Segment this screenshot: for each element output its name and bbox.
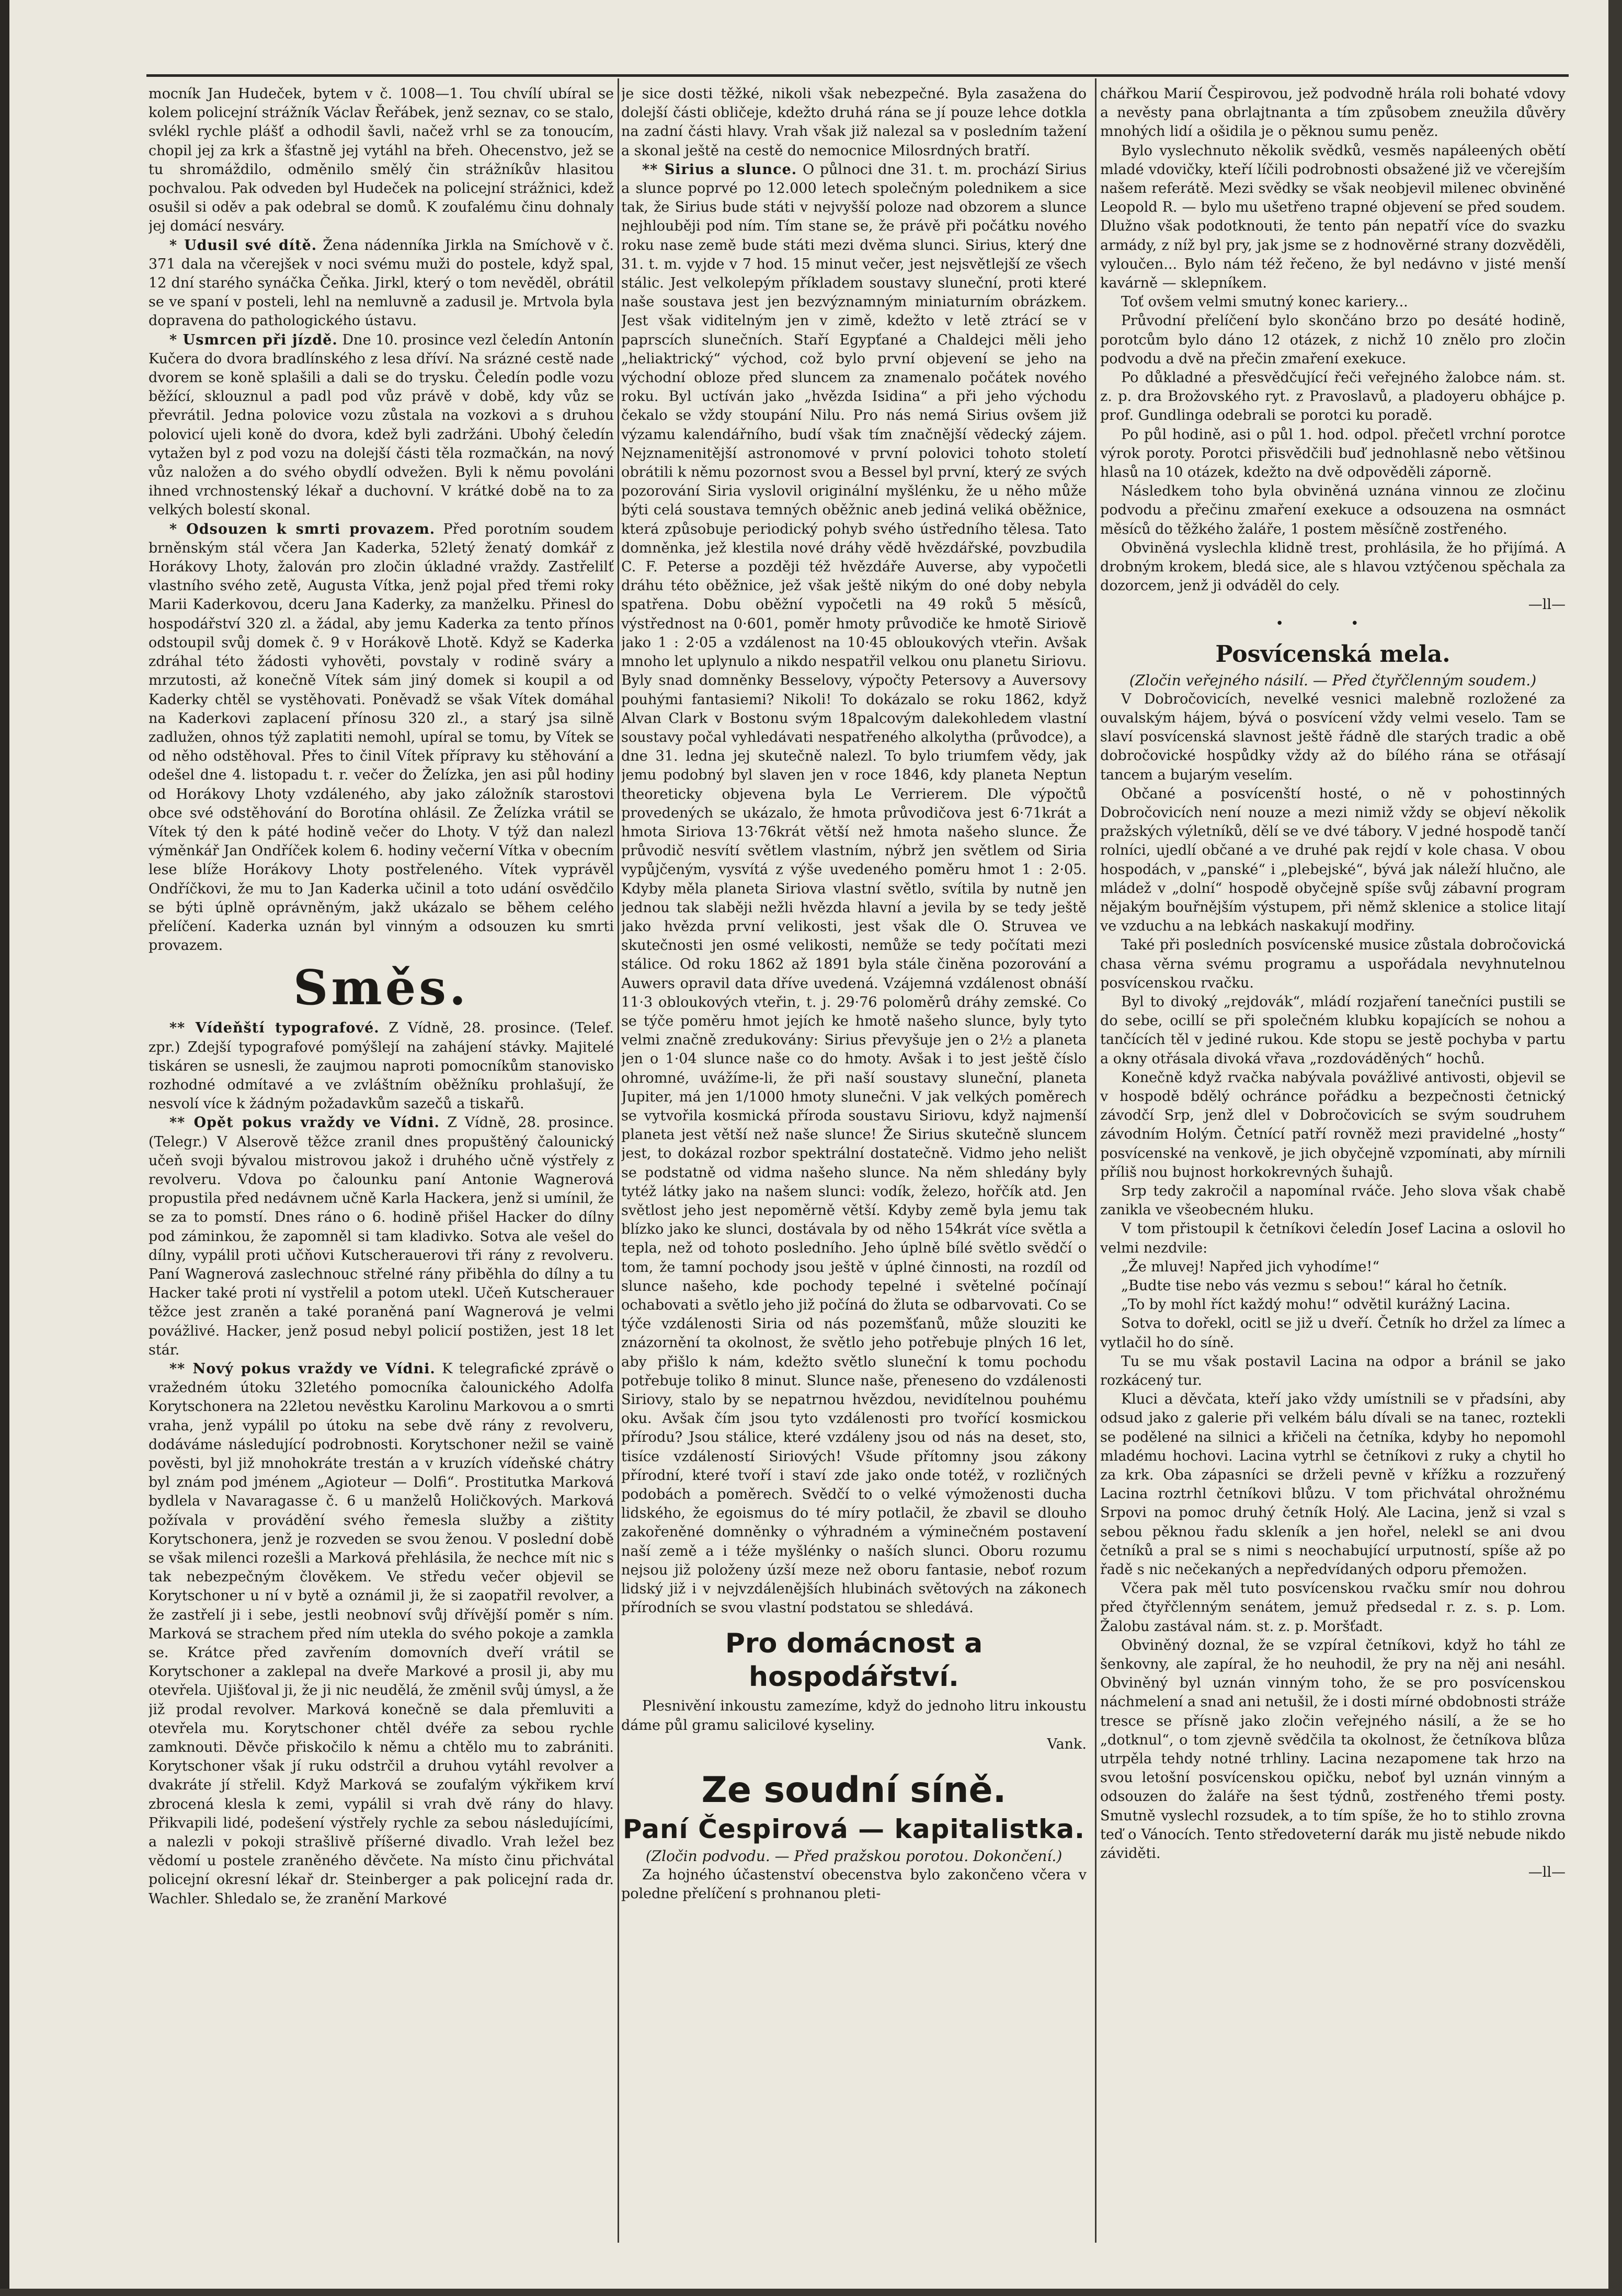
- article-sirius: [621, 160, 1087, 1618]
- mela-para-11: Sotva to dořekl, ocitl se již u dveří. Četník ho držel za límec a vytlačil ho do síně.: [1100, 1315, 1566, 1351]
- scan-border-left: [0, 0, 9, 2296]
- mela-para-3: Také při posledních posvícenské musice zůstala dobročovická chasa věrna svému programu a uspořádala nevyhnutelnou posvícenskou rvačku.: [1100, 937, 1566, 991]
- scan-border-bottom: [0, 2289, 1622, 2296]
- signature-ll-2: —ll—: [1528, 1864, 1566, 1881]
- body-pokus-vrazdy-2: K telegrafické zprávě o vražedném útoku 32letého pomocníka čalounického Adolfa Korytschonera na 22letou nevěstku Karolinu Markovou a o smrti vraha, jenž vypálil po útoku na sebe dvě rány z revolveru, dodáváme následující podrobnosti. Korytschoner nežil se vaině pověsti, byl již mnohokráte trestán a v kruzích vídeňské chátry byl znám pod jménem „Agioteur — Dolfi“. Prostitutka Marková bydlela v Navaragasse č. 6 u manželů Holičkových. Marková požívala v provádění svého řemesla služby a zištity Korytschonera, jenž je rozveden se svou ženou. V poslední době se však milenci rozešli a Marková přehlásila, že nechce mít nic s tak nebezpečným člověkem. Ve středu večer objevil se Korytschoner u ní v bytě a oznámil ji, že si zaopatřil revolver, a že zastřelí ji i sebe, jestli neobnoví svůj dřívější poměr s ním. Marková se strachem před ním utekla do svého pokoje a zamkla se. Krátce před zavřením domovních dveří vrátil se Korytschoner a zaklepal na dveře Markové a prosil ji, aby mu otevřela. Ujišťoval ji, že ji nic neudělá, že změnil svůj úmysl, a že již prodal revolver. Marková konečně se dala přemluviti a otevřela mu. Korytschoner chtěl dvéře za sebou rychle zamknouti. Děvče přiskočilo k němu a chtělo mu to zabrániti. Korytschoner však jí ruku odstrčil a druhou vytáhl revolver a dvakráte jí střelil. Když Marková se zoufalým výkřikem krví zbrocená klesla k zemi, vypálil si vrah dvě rány do hlavy. Přikvapili lidé, podešení výstřely rychle za sebou následujícími, a nalezli v pokoji strašlivě příšerné divadlo. Vrah ležel bez vědomí u postele zraněného děvčete. Na místo činu přichvátal policejní okresní lékař dr. Steinberger a pak policejní rada dr. Wachler. Shledalo se, že zranění Markové: [149, 1361, 614, 1907]
- body-pokus-vrazdy-1: Z Vídně, 28. prosince. (Telegr.) V Alserově těžce zranil dnes propuštěný čalounický učeň svoji bývalou mistrovou jakož i druhého učně výstřely z revolveru. Vdova po čalounku paní Antonie Wagnerová propustila před nedávnem učně Karla Hackera, jenž si umínil, že se za to pomstí. Dnes ráno o 6. hodině přišel Hacker do dílny pod záminkou, že zapomněl si tam kladivko. Sotva ale vešel do dílny, vypálil proti učňovi Kutscherauerovi tři rány z revolveru. Paní Wagnerová zaslechnouc střelné rány přiběhla do dílny a tu Hacker také proti ní vystřelil a potom utekl. Učeň Kutscherauer těžce jest zraněn a také poraněná paní Wagnerová je velmi povážlivé. Hacker, jenž posud nebyl policií postižen, jest 18 let stár.: [149, 1115, 614, 1358]
- body-udusil: Žena nádenníka Jirkla na Smíchově v č. 371 dala na včerejšek v noci svému muži do postele, když spal, 12 dní starého synáčka Čeňka. Jirkl, který o tom nevěděl, obrátil se ve spaní v posteli, lehl na nemluvně a zadusil je. Mrtvola byla dopravena do pathologického ústavu.: [149, 237, 614, 329]
- article-inkoust: Plesnivění inkoustu zamezíme, když do jednoho litru inkoustu dáme půl gramu salicilové kyseliny.: [621, 1698, 1087, 1734]
- section-title-soudni-sin: Ze soudní síně.: [701, 1770, 1007, 1811]
- headline-posvicenska-mela: Posvícenská mela.: [1215, 640, 1450, 668]
- headline-pokus-vrazdy-2: ** Nový pokus vraždy ve Vídni.: [169, 1361, 436, 1377]
- mela-para-13: Kluci a děvčata, kteří jako vždy umístnili se v přadsíni, aby odsud jako z galerie při velkém bálu dívali se na tanec, roztekli se podělené na silnici a křičeli na četníka, kdyby ho nepomohl mladému hochovi. Lacina vytrhl se četníkovi z ruky a chytil ho za krk. Oba zápasníci se drželi pevně v křížku a rozzuřený Lacina roztrhl četníkovi blůzu. V tom přichvátal ohrožnému Srpovi na pomoc druhý četník Holý. Ale Lacina, jenž si vzal s sebou pěknou řadu skleník a jen hořel, nelekl se ani dvou četníků a pral se s nimi s neochabující urputností, spíše až po řadě s nic nečekaných a nepředvídaných odporu přemožen.: [1100, 1391, 1566, 1578]
- mela-para-2: Občané a posvícenští hosté, o ně v pohostinných Dobročovicích není nouze a mezi nimiž vždy se objeví několik pražských výletníků, dělí se ve dvé tábory. V jedné hospodě tančí rolníci, ujedlí občané a ve druhé pak rejdí v kole chasa. V obou hospodách, v „panské“ i „plebejské“, bývá jak náleží hlučno, ale mládež v „dolní“ hospodě obyčejně spíše svůj zábavní program nějakým bouřnějším výstupem, při němž sklenice a stolice litají ve vzduchu a na lebkách naskakují modřiny.: [1100, 785, 1566, 935]
- article-pokus-vrazdy-1: [149, 1113, 614, 1360]
- mela-para-9: „Budte tise nebo vás vezmu s sebou!“ káral ho četník.: [1121, 1277, 1507, 1294]
- mela-para-10: „To by mohl říct každý mohu!“ odvětil kurážný Lacina.: [1121, 1296, 1511, 1313]
- column-3: [1100, 85, 1566, 2238]
- cespirova-para-5: Po důkladné a přesvědčující řeči veřejného žalobce nám. st. z. p. dra Brožovského ryt. z Pravoslavů, a pladoyeru obhájce p. prof. Gundlinga odebrali se porotci ku poradě.: [1100, 370, 1566, 424]
- article-odsouzen: [149, 520, 614, 956]
- headline-udusil: * Udusil své dítě.: [169, 237, 317, 254]
- headline-cespirova: Paní Čespirová — kapitalistka.: [622, 1814, 1086, 1845]
- column-1: [149, 85, 614, 2238]
- section-title-domacnost: Pro domácnost a hospodářství.: [725, 1628, 983, 1693]
- mela-para-14: Včera pak měl tuto posvícenskou rvačku smír nou dohrou před čtyřčlenným senátem, jemuž předsedal r. z. s. p. Lom. Žalobu zastával nám. st. z. p. Moršťadt.: [1100, 1580, 1566, 1635]
- body-usmrcen: Dne 10. prosince vezl čeledín Antonín Kučera do dvora bradlínského z lesa dříví. Na srázné cestě nade dvorem se koně splašili a dali se do trysku. Čeledín podle vozu běžící, sklouznul a padl pod vůz právě v době, kdy vůz se převrátil. Jedna polovice vozu zůstala na vozkovi a s druhou polovicí ujeli koně do dvora, kdež byli zadržáni. Ubohý čeledín vytažen byl z pod vozu na dolejší části těla rozmačkán, na nový vůz naložen a do svého obydlí odvežen. Byli k němu povoláni ihned vrchnostenský lékař a duchovní. V krátké době na to za velkých bolestí skonal.: [149, 331, 614, 519]
- cespirova-para-3: Toť ovšem velmi smutný konec kariery...: [1121, 294, 1408, 311]
- article-continuation: je sice dosti těžké, nikoli však nebezpečné. Byla zasažena do dolejší části obličeje, kdežto druhá rána se jí pouze lehce dotkla na zadní části hlavy. Vrah však již nalezal sa v posledním tažení a skonal ještě na cestě do nemocnice Milosrdných bratří.: [621, 86, 1087, 159]
- mela-para-5: Konečně když rvačka nabývala povážlivé antivosti, objevil se v hospodě bdělý ochránce pořádku a bezpečnosti četnický závodčí Srp, jenž dlel v Dobročovicích se svým soudruhem závodním Holým. Četnící patří rovněž mezi pravidelné „hosty“ posvícenské na venkově, je jich obyčejně vzpomínati, aby mírnili příliš nou bujnost horkokrevných šuhajů.: [1100, 1069, 1566, 1180]
- body-odsouzen: Před porotním soudem brněnským stál včera Jan Kaderka, 52letý ženatý domkář z Horákovy Lhoty, žalován pro zločin úkladné vraždy. Zastřelilť vlastního svého zetě, Augusta Vítka, jenž pojal před třemi roky Marii Kaderkovou, dceru Jana Kaderky, za manželku. Přinesl do hospodářství 320 zl. a žádal, aby jemu Kaderka za tento přínos odstoupil svůj domek č. 9 v Horákově Lhotě. Když se Kaderka zdráhal této žádosti vyhověti, povstaly v rodině sváry a mrzutosti, až konečně Vítek sám jiný domek si koupil a od Kaderky chtěl se vystěhovati. Poněvadž se však Vítek domáhal na Kaderkovi zaplacení přínosu 320 zl., a starý jsa silně zadlužen, ohnos týž zaplatiti nemohl, upíral se tomu, by Vítek se od něho odstěhoval. Přes to činil Vítek přípravy ku stěhování a odešel dne 4. listopadu t. r. večer do Želízka, jen asi půl hodiny od Horákovy Lhoty vzdáleného, aby jako záložník starostovi obce své odstěhování do Borotína ohlásil. Ze Želízka vrátil se Vítek tý den k páté hodině večer do Lhoty. V týž dan nalezl výměnkář Jan Ondříček kolem 6. hodiny večerní Vítka v obecním lese blíže Horákovy Lhoty postřeleného. Vítek vyprávěl Ondříčkovi, že mu to Jan Kaderka učinil a toto udání osvědčilo se býti úplně oprávněným, jakž ukázalo se během celého přelíčení. Kaderka uznán byl vinným a odsouzen ku smrti provazem.: [149, 521, 614, 954]
- column-2: [621, 85, 1087, 2238]
- cespirova-para-2: Bylo vyslechnuto několik svědků, vesměs napáleených obětí mladé vdovičky, kteří líčili podrobnosti obsažené již ve včerejším našem referátě. Mezi svědky se však neobjevil milenec obviněné Leopold R. — bylo mu ušetřeno trapné objevení se před soudem. Dlužno však podotknouti, že tento pán nepatří více do svazku armády, z níž byl pry, jak jsme se z hodnověrné strany dozvěděli, vyloučen... Bylo nám též řečeno, že byl nedávno v jisté menší kavárně — sklepníkem.: [1100, 142, 1566, 292]
- header-rule: [146, 74, 1569, 77]
- column-divider-2: [1095, 78, 1096, 2243]
- headline-odsouzen: * Odsouzen k smrti provazem.: [169, 521, 436, 537]
- mela-para-8: „Že mluvej! Napřed jich vyhodíme!“: [1121, 1258, 1380, 1275]
- mela-para-7: V tom přistoupil k četníkovi čeledín Josef Lacina a oslovil ho velmi nezdvile:: [1100, 1221, 1566, 1256]
- article-infanticide: [149, 236, 614, 331]
- article-pokus-vrazdy-2: [149, 1360, 614, 1909]
- body-sirius: O půlnoci dne 31. t. m. prochází Sirius a slunce poprvé po 12.000 letech společným polednikem a sice tak, že Sirius bude státi v nejvyšší poloze nad obzorem a slunce nejhlouběji pod ním. Tím stane se, že právě při počátku nového roku nase země bude státi mezi dvěma slunci. Sirius, který dne 31. t. m. vyjde v 7 hod. 15 minut večer, jest nejsvětlejší ze všech stálic. Jest velkolepým příkladem soustavy sluneční, proti které naše soustava jest jen bezvýznamným miniaturním obrázkem. Jest však viditelným jen v zimě, kdežto v letě ztrácí se v paprscích slunečních. Staří Egypťané a Chaldejci měli jeho „heliaktrický“ východ, což bylo první objevení se jeho na východní obloze před sluncem za znamenalo počátek nového roku. Byl uctíván jako „hvězda Isidina“ a při jeho východu čekalo se vždy stoupání Nilu. Pro nás nemá Sirius ovšem již výzamu kalendářního, budí však tím značnější vědecký zájem. Nejznamenitější astronomové v první polovici tohoto století obrátili k němu pozornost svou a Bessel byl první, který ze svých pozorování Siria vyslovil originální myšlénku, že u něho může býti celá soustava temných oběžnic aneb jediná veliká oběžnice, která způsobuje periodický pohyb svého ústředního tělesa. Tato domněnka, jež klestila nové dráhy vědě hvězdářské, povzbudila C. F. Peterse a později též hvězdáře Auverse, aby vypočetli dráhu této oběžnice, jež však ještě nikým do oné doby nebyla spatřena. Dobu oběžní vypočetli na 49 roků 5 měsíců, výstřednost na 0·601, poměr hmoty průvodiče ke hmotě Siriově jako 1 : 2·05 a vzdálenost na 10·45 obloukových vteřin. Avšak mnoho let uplynulo a nikdo nespatřil velkou onu planetu Siriovu. Byly snad domněnky Besselovy, výpočty Petersovy a Auversovy pouhými fantasiemi? Nikoli! To dokázalo se roku 1862, když Alvan Clark v Bostonu svým 18palcovým dalekohledem vlastní soustavy počal vyhledávati nespatřeného alkolytha (průvodce), a dne 31. ledna jej skutečně nalezl. To bylo triumfem vědy, jak jemu podobný byl slaven jen v roce 1846, kdy planeta Neptun theoreticky objevena byla Le Verrierem. Dle výpočtů provedených se ukázalo, že hmota průvodičova jest 6·71krát a hmota Siriova 13·76krát větší než hmota našeho slunce. Že průvodič nesvítí světlem vlastním, nýbrž jen světlem od Siria vypůjčeným, vysvítá z výše uvedeného poměru hmot 1 : 2·05. Kdyby měla planeta Siriova vlastní světlo, svítila by nutně jen jednou tak slaběji nežli hvězda hlavní a jevila by se tedy ještě jako hvězda první velikosti, jest však dle O. Struvea ve skutečnosti jen osmé velikosti, nemůže se tedy počítati mezi stálice. Od roku 1862 až 1891 byla stále činěna pozorování a Auwers opravil data dříve uvedená. Vzájemná vzdálenost obnáší 11·3 obloukových vteřin, t. j. 29·76 poloměrů dráhy zemské. Co se týče poměru hmot jejích ke hmotě našeho slunce, byly tyto velmi značně zredukovány: Sirius převyšuje jen o 2½ a planeta jen o 1·04 slunce naše co do hmoty. Avšak i to jest ještě číslo ohromné, uvážíme-li, že při naší soustavy sluneční, planeta Jupiter, má jen 1/1000 hmoty slunečni. V jak velkých poměrech se vytvořila kosmická příroda soustavu Siriovu, když najmenší planeta jest větší než naše slunce! Že Sirius skutečně sluncem jest, to dokázal rozbor spektrální dostatečně. Vidmo jeho nelišt se podstatně od vidma našeho slunce. Na něm shledány byly tytéž látky jako na našem slunci: vodík, železo, hořčík atd. Jen světlost jeho jest nepoměrně větší. Kdyby země byla jemu tak blízko jako ke slunci, dostávala by od něho 154krát více světla a tepla, než od tohoto posledního. Jeho úplně bílé světlo svědčí o tom, že tamní pochody jsou ještě v úplné činnosti, na rozdíl od slunce našeho, kde pochody tepelné i světelné počínají ochabovati a světlo jeho již počíná do žluta se odbarvovati. Co se týče vzdálenosti Siria od nás pozemšťanů, může slouziti ke znázornění ta okolnost, že světlo jeho potřebuje plných 16 let, aby přišlo k nám, kdežto světlo sluneční k tomu pochodu potřebuje toliko 8 minut. Slunce naše, přeneseno do vzdálenosti Siriovy, stalo by se nepatrnou hvězdou, nevidítelnou pouhému oku. Avšak čím jsou tyto vzdálenosti pro tvořící kosmickou přírodu? Jsou stálice, které vzdáleny jsou od nás na deset, sto, tisíce vzdáleností Siriových! Všude přítomny jsou zákony přírodní, které tvoří i staví zde jako onde totéž, v rozličných podobách a poměrech. Svědčí to o velké výmoženosti ducha lidského, že egoismus do té míry potlačil, že zbavil se dlouho zakořeněné domněnky o výhradném a výminečném postavení naší země a i téže myšlénky o naších slunci. Oboru rozumu nejsou již položeny úzší meze než oboru fantasie, neboť rozum lidský již i v nejvzdálenějších hlubinách světových na zákonech přírodních se svou vlastní podstatou se shledává.: [621, 161, 1087, 1616]
- cespirova-para-4: Průvodní přelíčení bylo skončáno brzo po desáté hodině, porotcům bylo dáno 12 otázek, z nichž 10 znělo pro zločin podvodu a dvě na přečin zmaření exekuce.: [1100, 313, 1566, 367]
- mela-para-12: Tu se mu však postavil Lacina na odpor a bránil se jako rozkácený tur.: [1100, 1353, 1566, 1388]
- headline-typografove: ** Vídeňští typografové.: [169, 1020, 380, 1037]
- cespirova-para-6: Po půl hodině, asi o půl 1. hod. odpol. přečetl vrchní porotce výrok poroty. Porotci přisvědčili buď jednohlasně nebo většinou hlasů na 10 otázek, kdežto na dvě odpověděli záporně.: [1100, 426, 1566, 481]
- mela-para-6: Srp tedy zakročil a napomínal rváče. Jeho slova však chabě zanikla ve všeobecném hluku.: [1100, 1183, 1566, 1219]
- headline-pokus-vrazdy-1: ** Opět pokus vraždy ve Vídni.: [169, 1115, 440, 1131]
- signature-vank: Vank.: [1047, 1736, 1087, 1752]
- signature-ll-1: —ll—: [1528, 596, 1566, 613]
- cespirova-para-8: Obviněná vyslechla klidně trest, prohlásila, že ho přijímá. A drobným krokem, bledá sice, ale s hlavou vztýčenou spěchala za dozorcem, jenž ji odváděl do cely.: [1100, 539, 1566, 594]
- article-typografove: [149, 1019, 614, 1113]
- headline-sirius: ** Sirius a slunce.: [642, 161, 797, 178]
- mela-para-1: V Dobročovicích, nevelké vesnici malebně rozložené za ouvalským hájem, bývá o posvícení vždy velmi veselo. Tam se slaví posvícenská slavnost ještě řádně dle starých tradic a obě dobročovické hospůdky vždy až do bílého rána se otřásají tancem a bujarým veselím.: [1100, 691, 1566, 783]
- scan-border-right: [1608, 0, 1622, 2296]
- section-separator: • •: [1275, 615, 1390, 632]
- cespirova-para-1: chářkou Marií Čespirovou, jež podvodně hrála roli bohaté vdovy a nevěsty pana obrlajtnanta a tím způsobem zneužila důvěry mnohých lidí a ošidila je o pěknou sumu peněz.: [1100, 86, 1566, 140]
- mela-para-4: Byl to divoký „rejdovák“, mládí rozjaření tanečníci pustili se do sebe, ocillí se při společném klubku kopajících se nohou a tančících těl v jediné rukou. Kde stopu se jestě pochyba v partu a okny otřásala divoká vřava „rozdováděných“ hochů.: [1100, 993, 1566, 1067]
- headline-usmrcen: * Usmrcen při jízdě.: [169, 331, 338, 348]
- cespirova-para-7: Následkem toho byla obviněná uznána vinnou ze zločinu podvodu a přečinu zmaření exekuce a odsouzena na osmnáct měsíců do těžkého žaláře, 1 postem měsíčně zostřeného.: [1100, 483, 1566, 537]
- article-text-suicide-rescue: mocník Jan Hudeček, bytem v č. 1008—1. Tou chvílí ubíral se kolem policejní strážník Václav Řeřábek, jenž seznav, co se stalo, svlékl rychle plášť a odhodil šavli, načež vrhl se za tonoucím, chopil jej za krk a šťastně jej vytáhl na břeh. Ohecenstvo, jež se tu shromáždilo, odměnilo smělý čin strážníkův hlasitou pochvalou. Pak odveden byl Hudeček na policejní strážnici, kdež osušil si oděv a pak odebral se domů. K zoufalému činu dohnaly jej domácí nesváry.: [149, 86, 614, 235]
- body-typografove: Z Vídně, 28. prosince. (Telef. zpr.) Zdejší typografové pomýšlejí na zahájení stávky. Majitelé tiskáren se usnesli, že zaujmou naproti pomocníkům stanovisko rozhodné odmítavé a ve zvláštním oběžníku prohlašují, že nesvolí více k žádným požadavkům sazečů a tiskařů.: [149, 1020, 614, 1112]
- subheadline-cespirova: (Zločin podvodu. — Před pražskou porotou. Dokončení.): [645, 1847, 1063, 1865]
- section-title-smes: Směs.: [293, 959, 470, 1016]
- article-cespirova-start: Za hojného účastenství obecenstva bylo zakončeno včera v poledne přelíčení s prohnanou pleti-: [621, 1867, 1087, 1902]
- mela-para-15: Obviněný doznal, že se vzpíral četníkovi, když ho táhl ze šenkovny, ale zapíral, že ho neuhodil, že pry na něj ani nesáhl. Obviněný byl uznán vinným toho, že se pro posvícenskou náchmelení a snad ani netušil, že i dosti mírné obdobnosti stráže tresce se přísně jako zločin veřejného násilí, a že se ho „dotknul“, o tom zjevně svědčila ta okolnost, že četníkova blůza utrpěla tehdy notné trhliny. Lacina nezapomene tak hrzo na svou letošní posvícenskou opičku, neboť byl uznán vinným a odsouzen do žaláře na šest týdnů, zostřeného třemi posty. Smutně vyslechl rozsudek, a to tím spíše, že ho to stihlo zrovna teď o Vánocích. Tento středoveterní darák mu jistě nebude nikdo záviděti.: [1100, 1637, 1566, 1862]
- column-divider-1: [618, 78, 619, 2243]
- subheadline-posvicenska-mela: (Zločin veřejného násilí. — Před čtyřčlenným soudem.): [1129, 671, 1537, 689]
- article-usmrcen: [149, 331, 614, 520]
